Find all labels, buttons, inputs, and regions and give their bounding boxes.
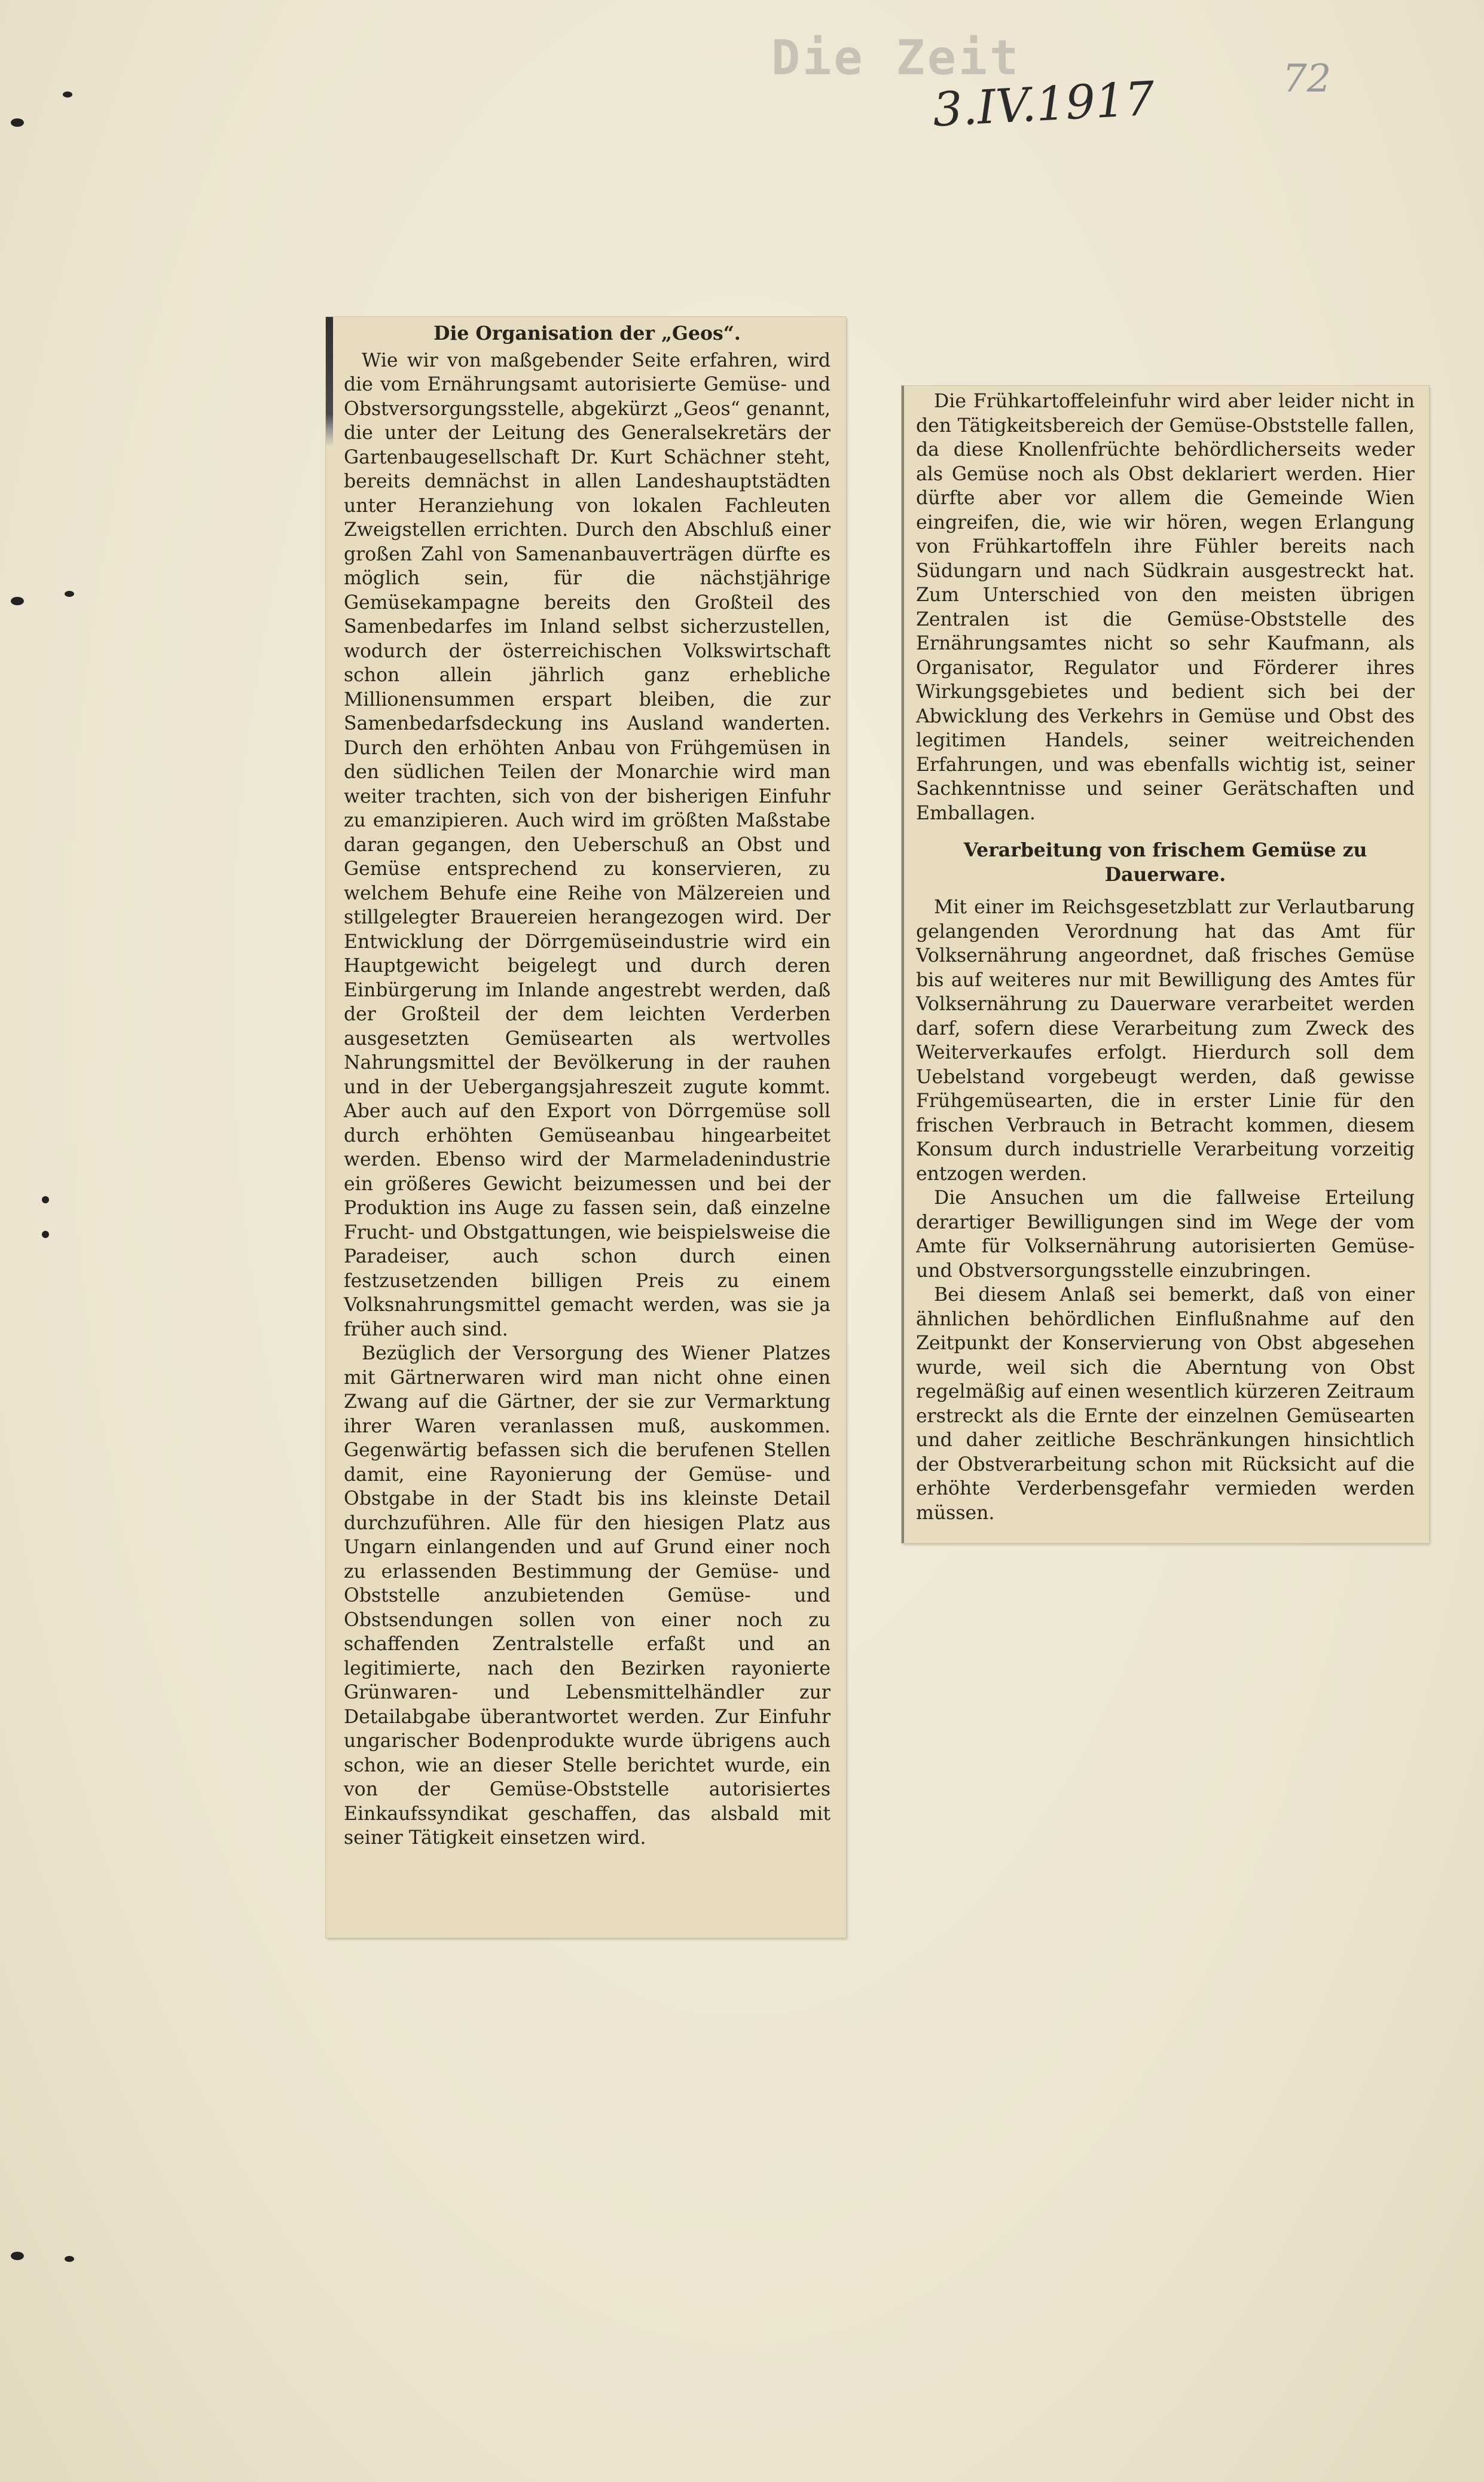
handwritten-date: 3.IV.1917 xyxy=(931,72,1156,138)
article-paragraph: Die Ansuchen um die fallweise Erteilung derartiger Bewilligungen sind im Wege der vom Amte für Volksernährung autorisierten Gemüse- und Obstversorgungsstelle einzubringen. xyxy=(916,1187,1415,1282)
article-paragraph: Wie wir von maßgebender Seite erfahren, wird die vom Ernährungsamt autorisierte Gemüse- und Obstversorgungsstelle, abgekürzt „Geos“ genannt, die unter der Leitung des Generalsekretärs der Gartenbaugesellschaft Dr. Kurt Schächner steht, bereits demnächst in allen Landeshauptstädten unter Heranziehung von lokalen Fachleuten Zweigstellen errichten. Durch den Abschluß einer großen Zahl von Samenanbauverträgen dürfte es möglich sein, für die nächstjährige Gemüsekampagne bereits den Großteil des Samenbedarfes im Inland selbst sicherzustellen, wodurch der österreichischen Volkswirtschaft schon allein jährlich ganz erhebliche Millionensummen erspart bleiben, die zur Samenbedarfsdeckung ins Ausland wanderten. Durch den erhöhten Anbau von Frühgemüsen in den südlichen Teilen der Monarchie wird man weiter trachten, sich von der bisherigen Einfuhr zu emanzipieren. Auch wird im größten Maßstabe daran gegangen, den Ueberschuß an Obst und Gemüse entsprechend zu konservieren, zu welchem Behufe eine Reihe von Mälzereien und stillgelegter Brauereien herangezogen wird. Der Entwicklung der Dörrgemüseindustrie wird ein Hauptgewicht beigelegt und durch deren Einbürgerung im Inlande angestrebt werden, daß der Großteil der dem leichten Verderben ausgesetzten Gemüsearten als wertvolles Nahrungsmittel der Bevölkerung in der rauhen und in der Uebergangsjahreszeit zugute kommt. Aber auch auf den Export von Dörrgemüse soll durch erhöhten Gemüseanbau hingearbeitet werden. Ebenso wird der Marmeladenindustrie ein größeres Gewicht beizumessen und bei der Produktion ins Auge zu fassen sein, daß einzelne Frucht- und Obstgattungen, wie beispielsweise die Paradeiser, auch schon durch einen festzusetzenden billigen Preis zu einem Volksnahrungsmittel gemacht werden, was sie ja früher auch sind. xyxy=(344,349,830,1340)
newspaper-clipping-left xyxy=(326,317,846,1938)
binding-hole-icon xyxy=(11,2252,24,2260)
binding-hole-icon xyxy=(11,597,24,605)
article-paragraph: Mit einer im Reichsgesetzblatt zur Verlautbarung gelangenden Verordnung hat das Amt für Volksernährung angeordnet, daß frisches Gemüse bis auf weiteres nur mit Bewilligung des Amtes für Volksernährung zu Dauerware verarbeitet werden darf, sofern diese Verarbeitung zum Zweck des Weiterverkaufes erfolgt. Hierdurch soll dem Uebelstand vorgebeugt werden, daß gewisse Frühgemüsearten, die in erster Linie für den frischen Verbrauch in Betracht kommen, diesem Konsum durch industrielle Verarbeitung vorzeitig entzogen werden. xyxy=(916,897,1415,1185)
binding-hole-icon xyxy=(42,1231,49,1238)
binding-hole-icon xyxy=(11,118,24,127)
article-paragraph: Bei diesem Anlaß sei bemerkt, daß von einer ähnlichen behördlichen Einflußnahme auf den Zeitpunkt der Konservierung von Obst abgesehen wurde, weil sich die Aberntung von Obst regelmäßig auf einen wesentlich kürzeren Zeitraum erstreckt als die Ernte der einzelnen Gemüsearten und daher zeitliche Beschränkungen hinsichtlich der Obstverarbeitung schon mit Rücksicht auf die erhöhte Verderbensgefahr vermieden werden müssen. xyxy=(916,1284,1415,1524)
newspaper-stamp: Die Zeit xyxy=(771,30,1021,86)
binding-hole-icon xyxy=(65,2256,74,2262)
page-number: 72 xyxy=(1283,57,1332,101)
article-paragraph: Bezüglich der Versorgung des Wiener Platzes mit Gärtnerwaren wird man nicht ohne einen Zwang auf die Gärtner, der sie zur Vermarktung ihrer Waren veranlassen muß, auskommen. Gegenwärtig befassen sich die berufenen Stellen damit, eine Rayonierung der Gemüse- und Obstgabe in der Stadt bis ins kleinste Detail durchzuführen. Alle für den hiesigen Platz aus Ungarn einlangenden und auf Grund einer noch zu erlassenden Bestimmung der Gemüse- und Obststelle anzubietenden Gemüse- und Obstsendungen sollen von einer noch zu schaffenden Zentralstelle erfaßt und an legitimierte, nach den Bezirken rayonierte Grünwaren- und Lebensmittelhändler zur Detailabgabe überantwortet werden. Zur Einfuhr ungarischer Bodenprodukte wurde übrigens auch schon, wie an dieser Stelle berichtet wurde, ein von der Gemüse-Obststelle autorisiertes Einkaufssyndikat geschaffen, das alsbald mit seiner Tätigkeit einsetzen wird. xyxy=(344,1343,830,1849)
binding-hole-icon xyxy=(65,591,74,597)
article-subtitle: Verarbeitung von frischem Gemüse zu Dauerware. xyxy=(963,839,1367,886)
article-title: Die Organisation der „Geos“. xyxy=(433,322,741,344)
binding-hole-icon xyxy=(42,1196,49,1203)
binding-hole-icon xyxy=(63,92,72,97)
newspaper-clipping-right xyxy=(902,386,1429,1543)
article-paragraph: Die Frühkartoffeleinfuhr wird aber leider nicht in den Tätigkeitsbereich der Gemüse-Obststelle fallen, da diese Knollenfrüchte behördlicherseits weder als Gemüse noch als Obst deklariert werden. Hier dürfte aber vor allem die Gemeinde Wien eingreifen, die, wie wir hören, wegen Erlangung von Frühkartoffeln ihre Fühler bereits nach Südungarn und nach Südkrain ausgestreckt hat. Zum Unterschied von den meisten übrigen Zentralen ist die Gemüse-Obststelle des Ernährungsamtes nicht so sehr Kaufmann, als Organisator, Regulator und Förderer ihres Wirkungsgebietes und bedient sich bei der Abwicklung des Verkehrs in Gemüse und Obst des legitimen Handels, seiner weitreichenden Erfahrungen, und was ebenfalls wichtig ist, seiner Sachkenntnisse und seiner Gerätschaften und Emballagen. xyxy=(916,391,1415,824)
